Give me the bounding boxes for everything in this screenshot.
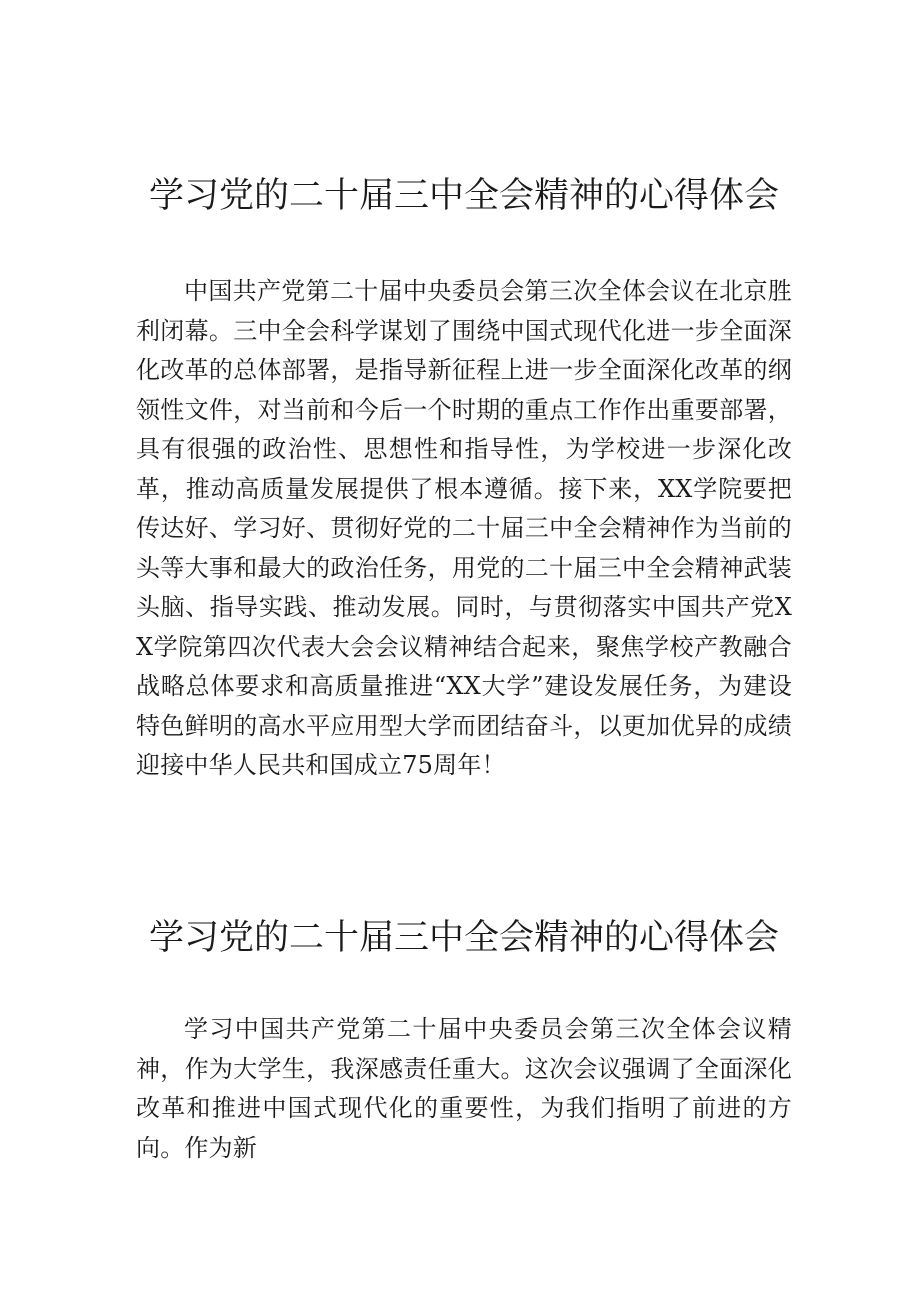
essay-section-1 [136,166,792,786]
essay-title: 学习党的二十届三中全会精神的心得体会 [148,918,779,958]
essay-paragraph: 中国共产党第二十届中央委员会第三次全体会议在北京胜利闭幕。三中全会科学谋划了围绕中国式现代化进一步全面深化改革的总体部署，是指导新征程上进一步全面深化改革的纲领性文件，对当前和今后一个时期的重点工作作出重要部署，具有很强的政治性、思想性和指导性，为学校进一步深化改革，推动高质量发展提供了根本遵循。接下来，XX学院要把传达好、学习好、贯彻好党的二十届三中全会精神作为当前的头等大事和最大的政治任务，用党的二十届三中全会精神武装头脑、指导实践、推动发展。同时，与贯彻落实中国共产党XX学院第四次代表大会会议精神结合起来，聚焦学校产教融合战略总体要求和高质量推进“XX大学”建设发展任务，为建设特色鲜明的高水平应用型大学而团结奋斗，以更加优异的成绩迎接中华人民共和国成立75周年！ [136,277,792,779]
essay-section-2 [136,908,792,1168]
essay-paragraph: 学习中国共产党第二十届中央委员会第三次全体会议精神，作为大学生，我深感责任重大。这次会议强调了全面深化改革和推进中国式现代化的重要性，为我们指明了前进的方向。作为新 [136,1015,792,1162]
essay-title: 学习党的二十届三中全会精神的心得体会 [148,176,779,216]
